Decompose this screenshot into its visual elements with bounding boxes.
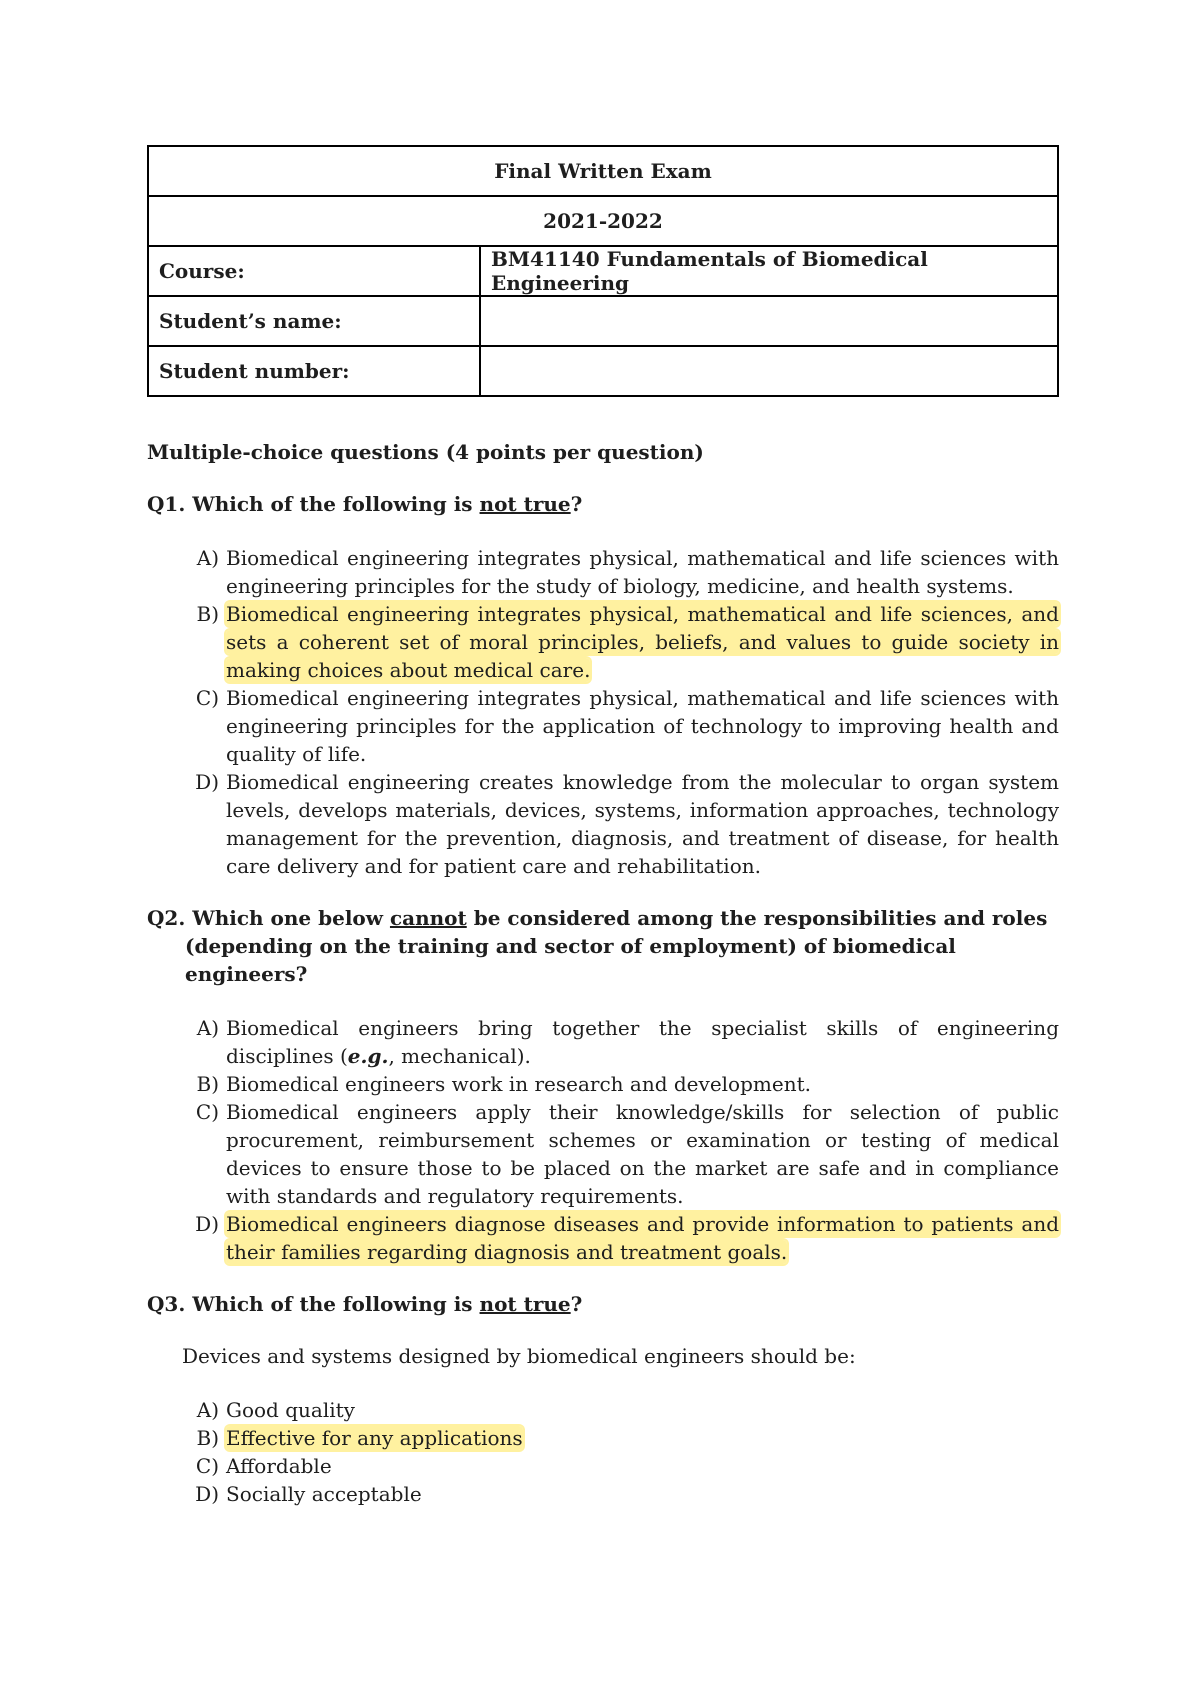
q3-option-d[interactable] <box>147 1480 1059 1508</box>
question-2-emphasis: cannot <box>389 906 467 930</box>
option-text-highlighted: Biomedical engineers diagnose diseases and provide information to patients and their families regarding diagnosis and treatment goals. <box>226 1212 1059 1264</box>
q3-option-b[interactable] <box>147 1424 1059 1452</box>
q3-option-c[interactable] <box>147 1452 1059 1480</box>
q2-option-d[interactable] <box>147 1210 1059 1266</box>
option-letter: C) <box>195 1454 219 1478</box>
question-1-options <box>147 544 1059 880</box>
question-3-emphasis: not true <box>479 1292 571 1316</box>
question-3-stem: Devices and systems designed by biomedical engineers should be: <box>182 1344 856 1368</box>
header-row-title <box>148 146 1058 196</box>
header-row-course <box>148 246 1058 296</box>
question-1-prefix: Q1. Which of the following is <box>147 492 480 516</box>
option-letter: B) <box>196 602 219 626</box>
option-text: Affordable <box>226 1454 332 1478</box>
option-letter: D) <box>195 770 219 794</box>
option-text-highlighted: Biomedical engineering integrates physical, mathematical and life sciences, and sets a coherent set of moral principles, beliefs, and values to guide society in making choices about medical care. <box>226 602 1059 682</box>
option-text-highlighted: Effective for any applications <box>226 1426 523 1450</box>
student-name-label: Student’s name: <box>148 296 480 346</box>
option-text-part: , mechanical). <box>388 1044 531 1068</box>
option-letter: D) <box>195 1482 219 1506</box>
option-letter: C) <box>195 686 219 710</box>
student-number-field[interactable] <box>480 346 1058 396</box>
course-label: Course: <box>148 246 480 296</box>
question-3 <box>147 1290 1059 1318</box>
q2-option-a[interactable] <box>147 1014 1059 1070</box>
option-letter: B) <box>196 1426 219 1450</box>
option-text: Biomedical engineering integrates physical, mathematical and life sciences with engineering principles for the study of biology, medicine, and health systems. <box>226 546 1059 598</box>
question-1-emphasis: not true <box>479 492 571 516</box>
question-3-suffix: ? <box>570 1292 583 1316</box>
q2-option-c[interactable] <box>147 1098 1059 1210</box>
option-letter: D) <box>195 1212 219 1236</box>
exam-year: 2021-2022 <box>148 196 1058 246</box>
q1-option-a[interactable] <box>147 544 1059 600</box>
question-3-prefix: Q3. Which of the following is <box>147 1292 480 1316</box>
question-2 <box>147 904 1059 988</box>
option-text-part: Biomedical engineers bring together the specialist skills of engineering disciplines ( <box>226 1016 1059 1068</box>
q1-option-c[interactable] <box>147 684 1059 768</box>
q1-option-d[interactable] <box>147 768 1059 880</box>
header-row-student-name <box>148 296 1058 346</box>
section-title: Multiple-choice questions (4 points per question) <box>147 440 704 464</box>
q2-option-b[interactable] <box>147 1070 1059 1098</box>
option-letter: A) <box>196 1016 219 1040</box>
option-text-emphasis: e.g. <box>347 1044 389 1068</box>
question-3-options <box>147 1396 1059 1508</box>
option-text: Biomedical engineering integrates physical, mathematical and life sciences with engineering principles for the application of technology to improving health and quality of life. <box>226 686 1059 766</box>
questions-section <box>147 438 1059 1508</box>
course-value: BM41140 Fundamentals of Biomedical Engineering <box>480 246 1058 296</box>
q1-option-b[interactable] <box>147 600 1059 684</box>
question-2-suffix: be considered among the responsibilities and roles (depending on the training and sector of employment) of biomedical engineers? <box>185 906 1048 986</box>
question-2-prefix: Q2. Which one below <box>147 906 390 930</box>
question-1 <box>147 490 1059 518</box>
student-number-label: Student number: <box>148 346 480 396</box>
option-text: Biomedical engineers apply their knowledge/skills for selection of public procurement, reimbursement schemes or examination or testing of medical devices to ensure those to be placed on the market are safe and in compliance with standards and regulatory requirements. <box>226 1100 1059 1208</box>
q3-option-a[interactable] <box>147 1396 1059 1424</box>
option-text: Good quality <box>226 1398 355 1422</box>
option-letter: C) <box>195 1100 219 1124</box>
option-letter: B) <box>196 1072 219 1096</box>
question-2-options <box>147 1014 1059 1266</box>
question-1-suffix: ? <box>570 492 583 516</box>
header-row-student-number <box>148 346 1058 396</box>
option-text: Biomedical engineering creates knowledge from the molecular to organ system levels, develops materials, devices, systems, information approaches, technology management for the prevention, diagnosis, and treatment of disease, for health care delivery and for patient care and rehabilitation. <box>226 770 1059 878</box>
option-text: Biomedical engineers work in research and development. <box>226 1072 811 1096</box>
option-text <box>226 1014 1059 1070</box>
option-letter: A) <box>196 546 219 570</box>
exam-title: Final Written Exam <box>148 146 1058 196</box>
student-name-field[interactable] <box>480 296 1058 346</box>
option-letter: A) <box>196 1398 219 1422</box>
header-row-year <box>148 196 1058 246</box>
option-text: Socially acceptable <box>226 1482 422 1506</box>
exam-header-table <box>147 145 1059 397</box>
